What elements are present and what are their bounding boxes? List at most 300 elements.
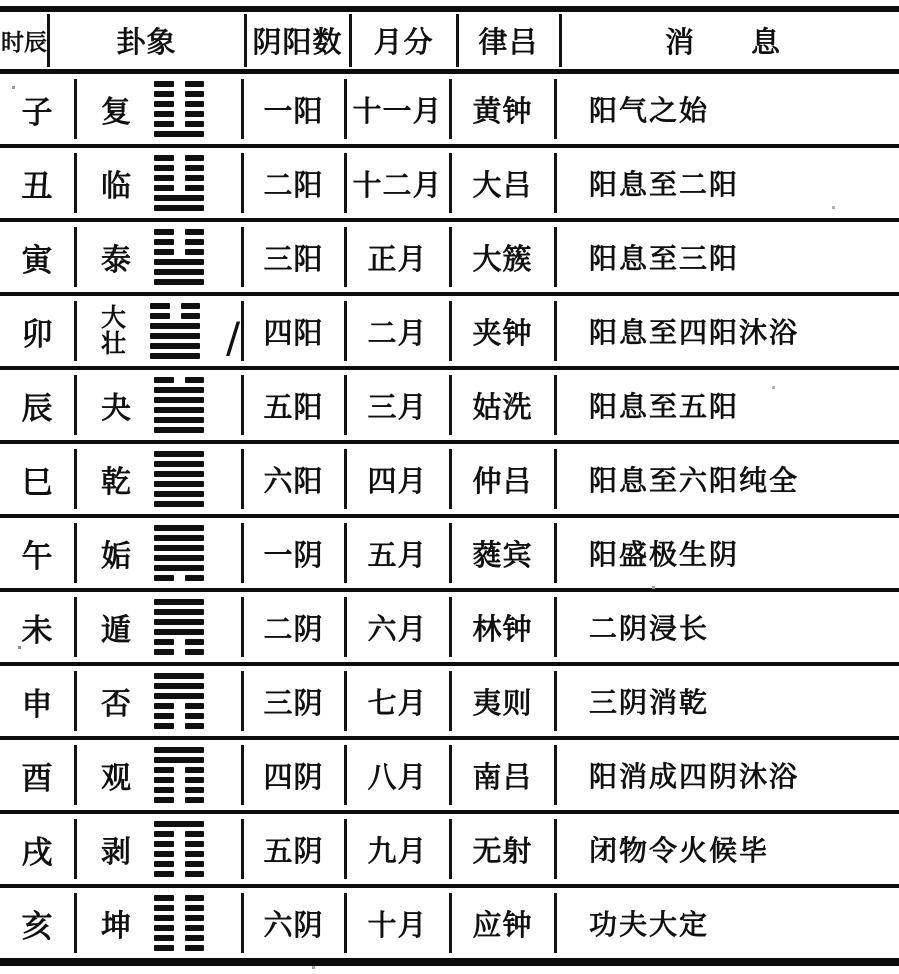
line-segment	[154, 915, 174, 921]
message-text: 阳盛极生阴	[589, 538, 740, 571]
line-segment	[154, 121, 174, 127]
yinyang-cell	[242, 592, 345, 662]
line-segment	[154, 427, 204, 433]
line-segment	[154, 461, 204, 467]
pitch-cell	[450, 888, 555, 958]
line-segment	[154, 599, 204, 605]
yang-line	[150, 353, 200, 359]
branch-cell	[0, 888, 75, 958]
month-cell	[345, 592, 450, 662]
month-label: 十月	[367, 907, 428, 942]
hexagram-figure	[154, 377, 204, 433]
yinyang-cell	[242, 222, 345, 292]
pitch-cell	[450, 296, 555, 366]
yang-line	[154, 545, 204, 551]
yin-line	[154, 915, 204, 921]
hexagram-name: 复	[101, 95, 132, 130]
line-segment	[154, 777, 174, 783]
hexagram-name: 夬	[101, 391, 132, 426]
line-segment	[185, 895, 205, 901]
gua-cell	[75, 592, 242, 662]
yinyang-count: 六阴	[263, 907, 324, 942]
pitch-cell	[450, 148, 555, 218]
table-body	[0, 74, 899, 966]
message-text: 阳息至五阳	[589, 390, 740, 423]
yin-line	[154, 229, 204, 235]
line-segment	[154, 451, 204, 457]
line-segment	[185, 639, 205, 645]
month-label: 九月	[367, 833, 428, 868]
line-segment	[154, 229, 174, 235]
yin-line	[154, 895, 204, 901]
line-segment	[154, 131, 204, 137]
line-segment	[185, 925, 205, 931]
yinyang-count: 二阳	[263, 167, 324, 202]
yang-line	[154, 555, 204, 561]
line-segment	[185, 81, 205, 87]
line-segment	[185, 703, 205, 709]
line-segment	[154, 111, 174, 117]
yang-line	[154, 427, 204, 433]
branch-label: 酉	[21, 760, 54, 797]
yinyang-cell	[242, 666, 345, 736]
header-lvlv: 律吕	[457, 12, 560, 69]
table-row	[0, 592, 899, 666]
yang-line	[154, 599, 204, 605]
hexagram-name: 乾	[101, 465, 132, 500]
line-segment	[154, 703, 174, 709]
yin-line	[154, 935, 204, 941]
line-segment	[154, 723, 174, 729]
line-segment	[154, 945, 174, 951]
header-xiaoxi: 消 息	[664, 25, 794, 59]
gua-cell	[75, 666, 242, 736]
hexagram-figure	[154, 599, 204, 655]
line-segment	[185, 377, 205, 383]
line-segment	[185, 945, 205, 951]
month-label: 四月	[367, 463, 428, 498]
line-segment	[150, 323, 200, 329]
line-segment	[154, 861, 174, 867]
hexagram-name: 临	[101, 169, 132, 204]
yang-line	[154, 417, 204, 423]
message-cell	[555, 296, 899, 366]
yinyang-count: 二阴	[263, 611, 324, 646]
branch-label: 子	[21, 94, 54, 131]
month-cell	[345, 888, 450, 958]
line-segment	[185, 871, 205, 877]
line-segment	[154, 165, 174, 171]
pitch-cell	[450, 666, 555, 736]
header-yuefen: 月分	[350, 12, 457, 69]
line-segment	[181, 303, 201, 309]
line-segment	[154, 787, 174, 793]
yin-line	[154, 787, 204, 793]
line-segment	[185, 229, 205, 235]
hexagram-figure	[154, 155, 204, 211]
yang-line	[154, 525, 204, 531]
pitch-cell	[450, 74, 555, 144]
table-row	[0, 74, 899, 148]
table-row	[0, 222, 899, 296]
month-cell	[345, 74, 450, 144]
yin-line	[154, 723, 204, 729]
branch-label: 午	[21, 538, 54, 575]
message-text: 三阴消乾	[589, 686, 710, 719]
branch-cell	[0, 592, 75, 662]
line-segment	[154, 175, 174, 181]
branch-cell	[0, 814, 75, 884]
branch-cell	[0, 296, 75, 366]
yinyang-count: 三阳	[263, 241, 324, 276]
yinyang-count: 五阴	[263, 833, 324, 868]
line-segment	[154, 683, 204, 689]
yinyang-count: 五阳	[263, 389, 324, 424]
month-cell	[345, 148, 450, 218]
yin-line	[154, 767, 204, 773]
line-segment	[154, 91, 174, 97]
yang-line	[154, 195, 204, 201]
hexagram-figure	[154, 673, 204, 729]
pitch-label: 大吕	[472, 167, 533, 202]
line-segment	[154, 101, 174, 107]
yin-line	[154, 797, 204, 803]
yinyang-count: 四阳	[263, 315, 324, 350]
message-cell	[555, 370, 899, 440]
pitch-label: 姑洗	[472, 389, 533, 424]
yang-line	[150, 343, 200, 349]
gua-cell	[75, 814, 242, 884]
line-segment	[150, 313, 170, 319]
line-segment	[150, 353, 200, 359]
month-label: 正月	[367, 241, 428, 276]
line-segment	[154, 797, 174, 803]
line-segment	[154, 747, 204, 753]
branch-cell	[0, 444, 75, 514]
yin-line	[154, 639, 204, 645]
yang-line	[154, 461, 204, 467]
yin-line	[154, 239, 204, 245]
yang-line	[154, 259, 204, 265]
line-segment	[185, 831, 205, 837]
yin-line	[154, 925, 204, 931]
month-label: 二月	[367, 315, 428, 350]
yang-line	[154, 397, 204, 403]
gua-cell	[75, 74, 242, 144]
yin-line	[154, 377, 204, 383]
pitch-label: 林钟	[472, 611, 533, 646]
line-segment	[154, 925, 174, 931]
line-segment	[185, 185, 205, 191]
month-cell	[345, 370, 450, 440]
yin-line	[154, 165, 204, 171]
line-segment	[154, 195, 204, 201]
pitch-cell	[450, 222, 555, 292]
line-segment	[185, 915, 205, 921]
yang-line	[154, 673, 204, 679]
yin-line	[154, 713, 204, 719]
line-segment	[154, 555, 204, 561]
table-row	[0, 518, 899, 592]
pitch-label: 夷则	[472, 685, 533, 720]
line-segment	[185, 797, 205, 803]
line-segment	[154, 713, 174, 719]
line-segment	[154, 387, 204, 393]
hexagram-name: 坤	[101, 909, 132, 944]
line-segment	[185, 935, 205, 941]
line-segment	[154, 841, 174, 847]
line-segment	[154, 767, 174, 773]
message-text: 功夫大定	[589, 908, 710, 941]
yin-line	[150, 303, 200, 309]
message-text: 阳息至二阳	[589, 168, 740, 201]
line-segment	[154, 905, 174, 911]
pitch-label: 南吕	[472, 759, 533, 794]
pitch-label: 仲吕	[472, 463, 533, 498]
message-cell	[555, 74, 899, 144]
line-segment	[181, 313, 201, 319]
yang-line	[150, 323, 200, 329]
pitch-label: 夹钟	[472, 315, 533, 350]
message-text: 闭物令火候毕	[589, 834, 770, 867]
message-cell	[555, 444, 899, 514]
message-cell	[555, 222, 899, 292]
line-segment	[154, 397, 204, 403]
line-segment	[185, 249, 205, 255]
line-segment	[150, 303, 170, 309]
yang-line	[154, 471, 204, 477]
header-guaxiang: 卦象	[48, 12, 245, 69]
gua-cell	[75, 444, 242, 514]
yin-line	[154, 249, 204, 255]
yin-line	[154, 851, 204, 857]
header-row	[0, 6, 899, 74]
month-cell	[345, 296, 450, 366]
message-cell	[555, 148, 899, 218]
line-segment	[154, 757, 204, 763]
yinyang-count: 四阴	[263, 759, 324, 794]
line-segment	[154, 501, 204, 507]
yang-line	[154, 693, 204, 699]
line-segment	[185, 723, 205, 729]
yang-line	[154, 629, 204, 635]
line-segment	[154, 279, 204, 285]
pitch-label: 黄钟	[472, 93, 533, 128]
hexagram-figure	[154, 821, 204, 877]
line-segment	[154, 673, 204, 679]
table-row	[0, 148, 899, 222]
line-segment	[150, 343, 200, 349]
pitch-cell	[450, 444, 555, 514]
gua-cell	[75, 296, 242, 366]
line-segment	[154, 535, 204, 541]
gua-cell	[75, 518, 242, 588]
line-segment	[185, 239, 205, 245]
line-segment	[154, 239, 174, 245]
hexagram-figure	[150, 303, 200, 359]
table-row	[0, 296, 899, 370]
yang-line	[154, 565, 204, 571]
line-segment	[154, 851, 174, 857]
table-row	[0, 814, 899, 888]
yinyang-cell	[242, 814, 345, 884]
yin-line	[154, 945, 204, 951]
yinyang-cell	[242, 444, 345, 514]
line-segment	[185, 111, 205, 117]
line-segment	[154, 649, 174, 655]
gua-cell	[75, 740, 242, 810]
hexagram-figure	[154, 451, 204, 507]
month-label: 八月	[367, 759, 428, 794]
pitch-cell	[450, 592, 555, 662]
branch-label: 戌	[21, 834, 54, 871]
table-row	[0, 444, 899, 518]
yang-line	[154, 387, 204, 393]
branch-label: 申	[21, 686, 54, 723]
line-segment	[154, 619, 204, 625]
yang-line	[154, 609, 204, 615]
pitch-cell	[450, 740, 555, 810]
gua-cell	[75, 370, 242, 440]
yang-line	[154, 269, 204, 275]
line-segment	[154, 935, 174, 941]
yang-line	[154, 535, 204, 541]
month-cell	[345, 222, 450, 292]
yang-line	[154, 481, 204, 487]
hexagram-name: 观	[101, 761, 132, 796]
message-text: 阳息至六阳纯全	[589, 464, 800, 497]
yin-line	[154, 777, 204, 783]
line-segment	[185, 841, 205, 847]
line-segment	[185, 713, 205, 719]
yang-line	[154, 757, 204, 763]
yinyang-cell	[242, 888, 345, 958]
branch-cell	[0, 666, 75, 736]
line-segment	[185, 101, 205, 107]
pitch-cell	[450, 370, 555, 440]
line-segment	[185, 767, 205, 773]
message-cell	[555, 666, 899, 736]
hexagram-name: 剥	[101, 835, 132, 870]
yinyang-cell	[242, 74, 345, 144]
line-segment	[154, 639, 174, 645]
yin-line	[154, 831, 204, 837]
line-segment	[185, 155, 205, 161]
hexagram-name: 大壮	[101, 302, 127, 358]
month-label: 六月	[367, 611, 428, 646]
branch-cell	[0, 518, 75, 588]
branch-label: 卯	[21, 316, 54, 353]
pitch-cell	[450, 814, 555, 884]
branch-cell	[0, 740, 75, 810]
yinyang-count: 一阴	[263, 537, 324, 572]
yang-line	[154, 491, 204, 497]
yinyang-cell	[242, 518, 345, 588]
message-cell	[555, 592, 899, 662]
yin-line	[154, 81, 204, 87]
yin-line	[154, 905, 204, 911]
line-segment	[154, 249, 174, 255]
hexagram-name: 姤	[101, 539, 132, 574]
pitch-label: 大簇	[472, 241, 533, 276]
month-cell	[345, 814, 450, 884]
message-text: 阳息至三阳	[589, 242, 740, 275]
line-segment	[154, 693, 204, 699]
yang-line	[154, 407, 204, 413]
yang-line	[150, 333, 200, 339]
yinyang-count: 六阳	[263, 463, 324, 498]
message-cell	[555, 740, 899, 810]
yin-line	[154, 175, 204, 181]
line-segment	[154, 565, 204, 571]
line-segment	[185, 175, 205, 181]
yin-line	[154, 703, 204, 709]
line-segment	[150, 333, 200, 339]
line-segment	[154, 185, 174, 191]
month-label: 五月	[367, 537, 428, 572]
message-text: 阳消成四阴沐浴	[589, 760, 800, 793]
branch-cell	[0, 74, 75, 144]
line-segment	[185, 649, 205, 655]
line-segment	[154, 481, 204, 487]
month-cell	[345, 666, 450, 736]
stray-slash-mark: /	[226, 312, 242, 362]
line-segment	[154, 81, 174, 87]
branch-label: 巳	[21, 464, 54, 501]
hexagram-figure	[154, 747, 204, 803]
table-row	[0, 740, 899, 814]
pitch-label: 应钟	[472, 907, 533, 942]
month-label: 七月	[367, 685, 428, 720]
message-text: 阳息至四阳沐浴	[589, 316, 800, 349]
yin-line	[150, 313, 200, 319]
yin-line	[154, 91, 204, 97]
message-cell	[555, 888, 899, 958]
header-yinyangshu: 阴阳数	[245, 12, 350, 69]
yin-line	[154, 121, 204, 127]
yinyang-cell	[242, 370, 345, 440]
line-segment	[154, 831, 174, 837]
table-row	[0, 888, 899, 966]
header-shichen: 时辰	[0, 12, 48, 69]
line-segment	[154, 629, 204, 635]
yin-line	[154, 111, 204, 117]
message-text: 二阴浸长	[589, 612, 710, 645]
line-segment	[154, 377, 174, 383]
yang-line	[154, 131, 204, 137]
branch-label: 寅	[21, 242, 54, 279]
yang-line	[154, 205, 204, 211]
branch-label: 丑	[21, 168, 54, 205]
yin-line	[154, 841, 204, 847]
hexagram-figure	[154, 895, 204, 951]
gua-cell	[75, 222, 242, 292]
yin-line	[154, 871, 204, 877]
line-segment	[185, 861, 205, 867]
yin-line	[154, 649, 204, 655]
hexagram-figure	[154, 229, 204, 285]
yinyang-cell	[242, 740, 345, 810]
line-segment	[154, 205, 204, 211]
line-segment	[185, 121, 205, 127]
line-segment	[154, 545, 204, 551]
line-segment	[185, 851, 205, 857]
line-segment	[154, 525, 204, 531]
hexagram-name: 否	[101, 687, 132, 722]
table-row	[0, 666, 899, 740]
yang-line	[154, 683, 204, 689]
yang-line	[154, 451, 204, 457]
